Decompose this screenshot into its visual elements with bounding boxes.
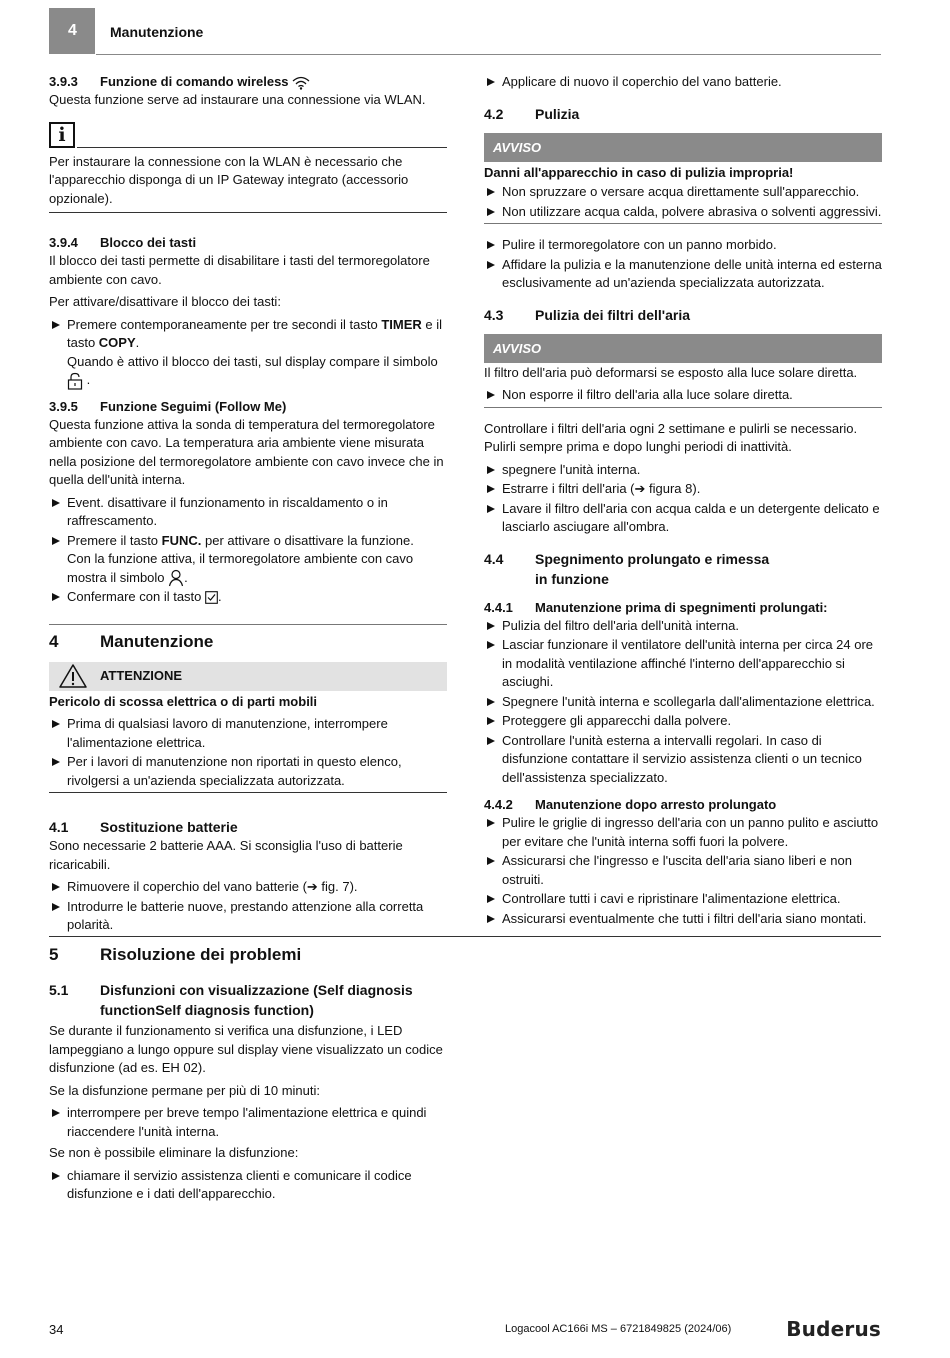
list-text: per attivare o disattivare la funzione. [201,532,414,548]
section-4-4-heading [484,549,882,589]
list-item [484,183,882,202]
section-3-9-4-heading [49,234,447,252]
list-text: Non utilizzare acqua calda, polvere abrasiva o solventi aggressivi. [502,203,882,219]
warning-bar [49,662,447,691]
list-item [484,693,882,712]
section-number: 3.9.3 [49,74,78,89]
list-item [49,878,447,897]
list-text: Lavare il filtro dell'aria con acqua calda e un detergente delicato e lasciarlo asciugare all'ombra. [502,500,880,534]
list-item [484,461,882,480]
list-item [484,910,882,929]
left-column [49,73,447,936]
section-number: 5.1 [49,982,69,998]
list-text: Controllare l'unità esterna a intervalli regolari. In caso di disfunzione contattare il servizio assistenza clienti o un tecnico dell'assistenza specializzato. [502,732,862,785]
warning-title: Pericolo di scossa elettrica o di parti mobili [49,693,318,709]
list-text: interrompere per breve tempo l'alimentazione elettrica e quindi riaccendere l'unità interna. [67,1105,427,1139]
section-3-9-3-heading [49,73,447,91]
info-rule-bottom [49,212,447,213]
section-divider [49,624,447,625]
chapter-number: 4 [68,22,77,39]
section-5-rule [49,936,881,937]
list-text: spegnere l'unità interna. [502,461,641,477]
list-item [484,890,882,909]
list-subtext-end: . [86,372,91,387]
section-number: 4.1 [49,819,69,836]
section-number: 4.3 [484,306,504,323]
key-label: COPY [98,335,136,350]
section-title: Funzione di comando wireless [100,74,289,89]
list-text: Premere contemporaneamente per tre secondi il tasto [67,316,382,332]
section-title: Blocco dei tasti [100,235,197,250]
list-text: Event. disattivare il funzionamento in riscaldamento o in raffrescamento. [67,494,388,529]
section-title: Manutenzione [100,631,214,651]
paragraph: Se non è possibile eliminare la disfunzione: [49,1145,299,1160]
section-4-1-heading [49,817,447,837]
paragraph: Se durante il funzionamento si verifica una disfunzione, i LED lampeggiano a lungo oppure sul display viene visualizzato un codice disfunzione (ad es. EH 02). [49,1023,443,1075]
list-item [49,715,447,752]
paragraph: Questa funzione attiva la sonda di temperatura del termoregolatore ambiente con cavo. La temperatura aria ambiente viene misurata nella posizione del termoregolatore ambiente con cavo invece che in quella dell'unità interna. [49,416,444,488]
section-number: 5 [49,945,59,964]
list-item [484,386,882,405]
wifi-icon [292,76,310,90]
list-text: Pulizia del filtro dell'aria dell'unità interna. [502,617,739,633]
list-item [484,203,882,222]
warning-rule [49,792,447,793]
list-text: Per i lavori di manutenzione non riportati in questo elenco, rivolgersi a un'azienda specializzata autorizzata. [67,754,402,788]
key-label: FUNC. [161,532,202,548]
list-text: Applicare di nuovo il coperchio del vano batterie. [502,74,782,89]
section-number: 4.2 [484,105,504,122]
section-number: 3.9.4 [49,235,78,250]
section-number: 4.4.2 [484,797,513,812]
info-icon: i [49,122,75,148]
notice-bar: AVVISO [484,133,882,162]
list-subtext: Quando è attivo il blocco dei tasti, sul display compare il simbolo [67,353,438,369]
section-3-9-5-heading [49,398,447,416]
list-item [484,480,882,499]
paragraph: Sono necessarie 2 batterie AAA. Si sconsiglia l'uso di batterie ricaricabili. [49,838,403,872]
section-title: Manutenzione prima di spegnimenti prolungati: [535,599,828,615]
list-text: . [135,335,140,350]
chapter-tab [49,8,96,54]
info-note [49,122,447,214]
list-text: Introdurre le batterie nuove, prestando attenzione alla corretta polarità. [67,898,424,933]
list-text: Rimuovere il coperchio del vano batterie (➔ fig. 7). [67,879,358,895]
list-item [49,494,447,531]
section-title: Funzione Seguimi (Follow Me) [100,398,287,414]
section-title: Manutenzione dopo arresto prolungato [535,797,777,812]
header-rule [96,54,881,55]
section-title: Disfunzioni con visualizzazione (Self diagnosis functionSelf diagnosis function) [100,982,413,1018]
section-title: Risoluzione dei problemi [100,945,302,964]
warning-label: ATTENZIONE [100,667,183,683]
brand-logo: Buderus [786,1317,881,1341]
section-title: Pulizia dei filtri dell'aria [535,306,691,323]
notice-text: Il filtro dell'aria può deformarsi se esposto alla luce solare diretta. [484,364,858,380]
section-4-3-heading [484,305,882,325]
list-text: Lasciar funzionare il ventilatore dell'unità interna per circa 24 ore in modalità ventilazione affinché l'interno dell'apparecchio si asciughi. [502,637,874,689]
section-4-4-2-heading [484,796,882,814]
paragraph: Controllare i filtri dell'aria ogni 2 settimane e pulirli se necessario. Pulirli sempre prima e dopo lunghi periodi di inattività. [484,420,858,454]
notice-rule [484,223,882,224]
paragraph: Questa funzione serve ad instaurare una connessione via WLAN. [49,92,426,107]
notice-title: Danni all'apparecchio in caso di pulizia impropria! [484,164,794,180]
section-4-2-heading [484,104,882,124]
list-item [484,236,882,255]
list-text: Estrarre i filtri dell'aria (➔ figura 8). [502,481,701,496]
list-item [49,1167,447,1204]
list-text-end: . [218,589,222,605]
list-item [49,588,447,607]
section-number: 4 [49,631,59,651]
info-text: Per instaurare la connessione con la WLAN è necessario che l'apparecchio disponga di un IP Gateway integrato (accessorio opzionale). [49,153,409,206]
person-icon [168,569,184,587]
list-item [484,500,882,537]
paragraph: Se la disfunzione permane per più di 10 minuti: [49,1082,320,1098]
section-title: Pulizia [535,105,580,122]
header-chapter-title: Manutenzione [110,24,204,40]
section-5-1-heading [49,980,447,1020]
page-number: 34 [49,1322,64,1337]
info-rule-top [77,147,447,148]
section-5-heading [49,944,447,966]
checkbox-icon [205,591,218,604]
list-text: chiamare il servizio assistenza clienti e comunicare il codice disfunzione e i dati dell'apparecchio. [67,1167,412,1201]
list-item [484,852,882,889]
paragraph: Per attivare/disattivare il blocco dei tasti: [49,294,281,309]
list-text: Spegnere l'unità interna e scollegarla dall'alimentazione elettrica. [502,693,875,709]
list-item [49,753,447,790]
list-text: Confermare con il tasto [67,589,202,605]
list-item [49,1104,447,1141]
section-5 [49,944,447,1205]
notice-bar: AVVISO [484,334,882,363]
section-number: 3.9.5 [49,398,78,414]
list-item [484,73,882,92]
right-column [484,73,882,929]
list-item [49,898,447,935]
warning-triangle-icon [58,663,88,689]
list-text: Proteggere gli apparecchi dalla polvere. [502,713,732,728]
list-text: Affidare la pulizia e la manutenzione delle unità interna ed esterna esclusivamente ad un'azienda specializzata autorizzata. [502,256,882,290]
list-text: Assicurarsi eventualmente che tutti i filtri dell'aria siano montati. [502,910,867,926]
list-item [484,617,882,636]
list-text: Non esporre il filtro dell'aria alla luce solare diretta. [502,387,793,402]
list-subtext: Con la funzione attiva, il termoregolatore ambiente con cavo mostra il simbolo [67,551,414,585]
list-text: Non spruzzare o versare acqua direttamente sull'apparecchio. [502,184,860,199]
list-text: Premere il tasto [67,532,162,548]
list-text: e il tasto [67,316,443,350]
section-title: Sostituzione batterie [100,819,238,836]
section-title [535,549,769,589]
list-text: Pulire le griglie di ingresso dell'aria con un panno pulito e asciutto per evitare che l'unità interna soffi fuori la polvere. [502,815,879,849]
header-vertical-rule [95,8,96,54]
key-label: TIMER [381,316,422,332]
list-item [49,532,447,588]
list-item [49,316,447,390]
document-reference: Logacool AC166i MS – 6721849825 (2024/06) [505,1323,732,1335]
section-4-heading [49,631,447,653]
list-item [484,712,882,731]
section-title-line: Spegnimento prolungato e rimessa [535,550,770,567]
lock-icon [67,372,83,390]
paragraph: Il blocco dei tasti permette di disabilitare i tasti del termoregolatore ambiente con cavo. [49,253,430,287]
list-item [484,636,882,692]
section-number: 4.4.1 [484,599,513,615]
list-text: Prima di qualsiasi lavoro di manutenzione, interrompere l'alimentazione elettrica. [67,716,388,750]
list-item [484,814,882,851]
notice-rule [484,407,882,408]
section-title-line: in funzione [535,570,609,587]
list-text: Assicurarsi che l'ingresso e l'uscita dell'aria siano liberi e non ostruiti. [502,853,852,887]
list-text: Controllare tutti i cavi e ripristinare l'alimentazione elettrica. [502,891,841,906]
list-text: Pulire il termoregolatore con un panno morbido. [502,237,777,252]
list-item [484,732,882,788]
section-number: 4.4 [484,550,504,567]
list-subtext-end: . [184,569,188,585]
section-4-4-1-heading [484,599,882,617]
list-item [484,256,882,293]
